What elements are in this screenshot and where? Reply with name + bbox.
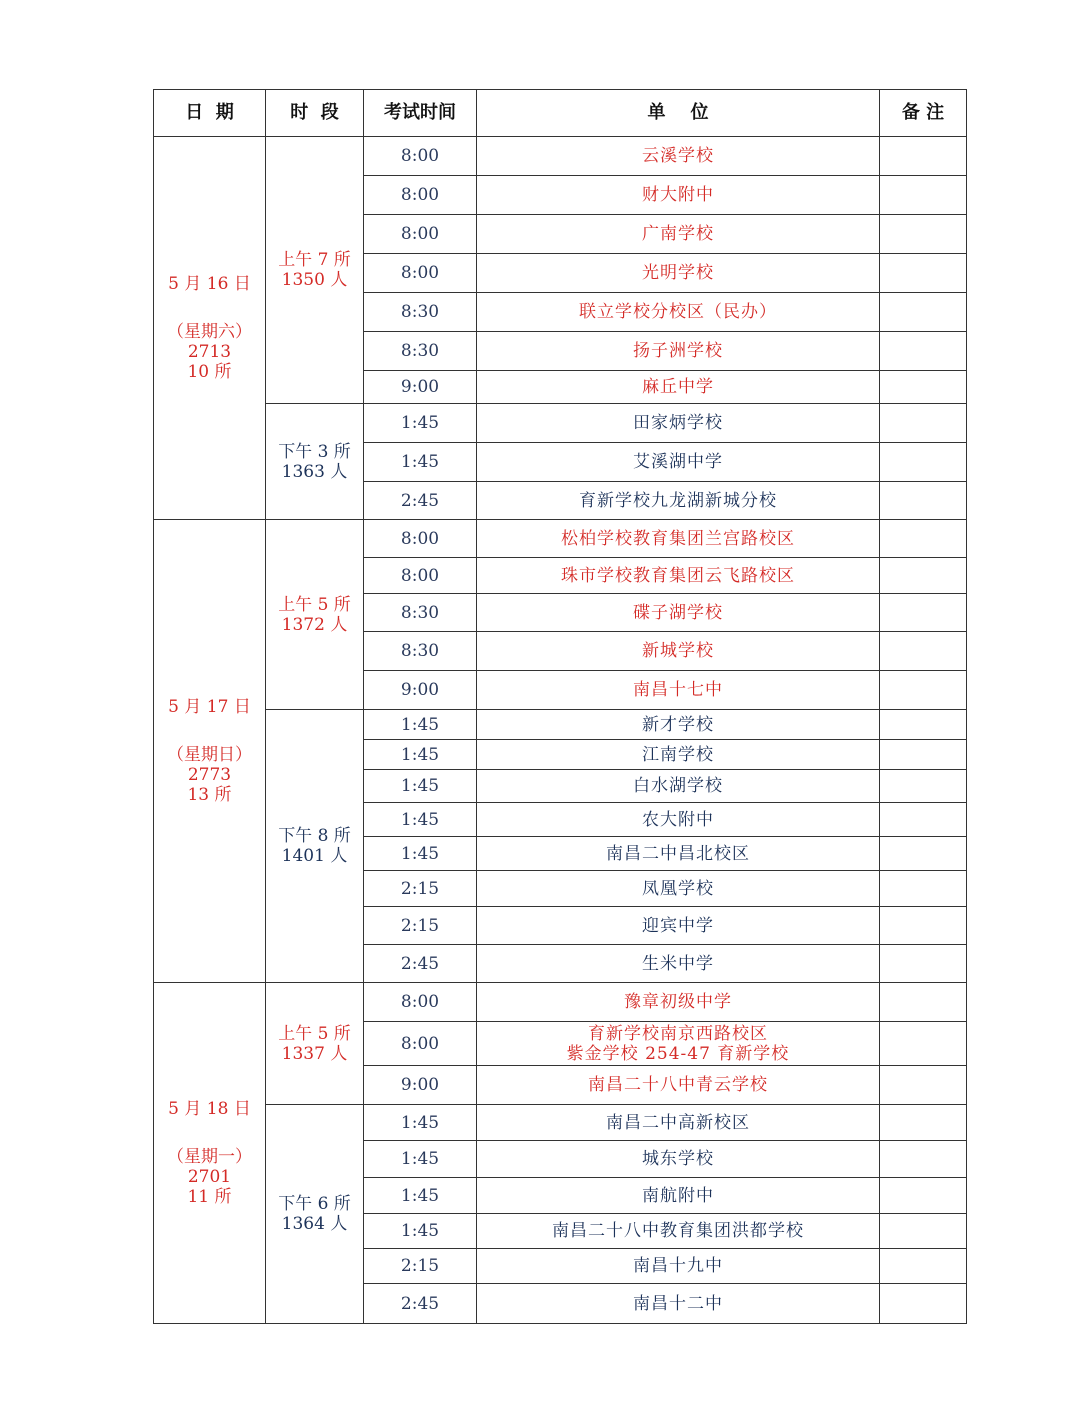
school-name: 新才学校 [477,710,880,740]
exam-time: 2:45 [364,945,477,983]
session-people: 1337 人 [281,1043,348,1064]
day-cell [154,520,266,983]
exam-time: 8:30 [364,293,477,332]
remark-cell [880,740,967,770]
remark-cell [880,1178,967,1214]
exam-time: 2:15 [364,871,477,907]
school-name: 南昌十七中 [477,671,880,710]
remark-cell [880,945,967,983]
school-name: 凤凰学校 [477,871,880,907]
exam-time: 2:15 [364,907,477,945]
session-am [266,137,364,404]
table-row [154,520,967,558]
exam-time: 8:00 [364,176,477,215]
exam-time: 9:00 [364,671,477,710]
header-unit: 单 位 [477,90,880,137]
session-am [266,983,364,1105]
school-name: 南航附中 [477,1178,880,1214]
table-row [154,1105,967,1141]
school-name-line: 紫金学校 254-47 育新学校 [566,1043,790,1064]
remark-cell [880,803,967,837]
session-label: 上午 7 所 [278,250,351,270]
remark-cell [880,770,967,803]
school-name: 南昌十二中 [477,1284,880,1324]
exam-time: 8:00 [364,558,477,594]
table-row [154,404,967,443]
session-people: 1364 人 [281,1214,348,1234]
school-name: 生米中学 [477,945,880,983]
day-count: 11 所 [187,1187,232,1207]
exam-time: 8:30 [364,594,477,632]
exam-time: 8:00 [364,137,477,176]
day-cell [154,983,266,1324]
school-name: 南昌二中昌北校区 [477,837,880,871]
remark-cell [880,254,967,293]
exam-time: 1:45 [364,740,477,770]
remark-cell [880,293,967,332]
school-name: 城东学校 [477,1141,880,1178]
exam-time: 1:45 [364,1141,477,1178]
day-date: 5 月 16 日 [168,274,251,294]
remark-cell [880,1022,967,1066]
exam-time: 9:00 [364,1066,477,1105]
header-date: 日 期 [154,90,266,137]
header-row [154,90,967,137]
exam-time: 8:00 [364,1022,477,1066]
school-name: 光明学校 [477,254,880,293]
session-pm [266,710,364,983]
day-count: 10 所 [187,362,232,382]
day-total: 2701 [187,1167,232,1187]
school-name: 扬子洲学校 [477,332,880,371]
remark-cell [880,1249,967,1284]
school-name: 南昌二十八中青云学校 [477,1066,880,1105]
remark-cell [880,176,967,215]
school-name [477,1022,880,1066]
school-name: 艾溪湖中学 [477,443,880,482]
remark-cell [880,404,967,443]
school-name: 南昌二十八中教育集团洪都学校 [477,1214,880,1249]
session-people: 1372 人 [281,614,348,635]
school-name: 广南学校 [477,215,880,254]
exam-time: 1:45 [364,404,477,443]
session-label: 下午 6 所 [278,1194,351,1214]
table-row [154,710,967,740]
remark-cell [880,1105,967,1141]
exam-time: 1:45 [364,803,477,837]
remark-cell [880,1141,967,1178]
school-name: 豫章初级中学 [477,983,880,1022]
header-session: 时 段 [266,90,364,137]
remark-cell [880,1214,967,1249]
school-name: 田家炳学校 [477,404,880,443]
exam-time: 1:45 [364,443,477,482]
school-name: 迎宾中学 [477,907,880,945]
day-total: 2713 [187,342,232,362]
school-name-line: 育新学校南京西路校区 [588,1023,768,1044]
exam-time: 1:45 [364,837,477,871]
remark-cell [880,482,967,520]
remark-cell [880,215,967,254]
exam-time: 8:00 [364,520,477,558]
remark-cell [880,520,967,558]
exam-time: 8:30 [364,332,477,371]
day-weekday: （星期一） [167,1147,252,1167]
remark-cell [880,983,967,1022]
exam-time: 8:00 [364,983,477,1022]
remark-cell [880,137,967,176]
remark-cell [880,871,967,907]
school-name: 云溪学校 [477,137,880,176]
school-name: 白水湖学校 [477,770,880,803]
exam-time: 9:00 [364,371,477,404]
day-weekday: （星期日） [167,745,252,765]
exam-time: 2:15 [364,1249,477,1284]
school-name: 碟子湖学校 [477,594,880,632]
school-name: 新城学校 [477,632,880,671]
session-pm [266,404,364,520]
table-row [154,137,967,176]
session-people: 1363 人 [281,461,348,482]
school-name: 江南学校 [477,740,880,770]
day-total: 2773 [187,765,232,785]
exam-time: 1:45 [364,1178,477,1214]
remark-cell [880,1284,967,1324]
school-name: 麻丘中学 [477,371,880,404]
exam-time: 8:00 [364,254,477,293]
school-name: 松柏学校教育集团兰宫路校区 [477,520,880,558]
remark-cell [880,907,967,945]
day-date: 5 月 17 日 [168,697,251,717]
remark-cell [880,443,967,482]
exam-time: 1:45 [364,770,477,803]
day-date: 5 月 18 日 [168,1099,251,1119]
exam-time: 8:00 [364,215,477,254]
exam-time: 1:45 [364,1105,477,1141]
remark-cell [880,371,967,404]
remark-cell [880,332,967,371]
session-label: 上午 5 所 [278,1023,351,1044]
session-people: 1350 人 [281,270,348,290]
session-label: 上午 5 所 [278,594,351,615]
school-name: 农大附中 [477,803,880,837]
remark-cell [880,558,967,594]
header-remark: 备 注 [880,90,967,137]
school-name: 育新学校九龙湖新城分校 [477,482,880,520]
day-weekday: （星期六） [167,322,252,342]
session-am [266,520,364,710]
header-exam-time: 考试时间 [364,90,477,137]
school-name: 联立学校分校区（民办） [477,293,880,332]
exam-time: 2:45 [364,1284,477,1324]
table-row [154,983,967,1022]
day-count: 13 所 [187,785,232,805]
remark-cell [880,837,967,871]
exam-time: 1:45 [364,710,477,740]
session-label: 下午 3 所 [278,441,351,462]
school-name: 珠市学校教育集团云飞路校区 [477,558,880,594]
exam-time: 2:45 [364,482,477,520]
remark-cell [880,632,967,671]
remark-cell [880,710,967,740]
remark-cell [880,671,967,710]
day-cell [154,137,266,520]
session-people: 1401 人 [281,846,348,866]
session-label: 下午 8 所 [278,826,351,846]
session-pm [266,1105,364,1324]
school-name: 南昌十九中 [477,1249,880,1284]
school-name: 南昌二中高新校区 [477,1105,880,1141]
remark-cell [880,1066,967,1105]
exam-time: 8:30 [364,632,477,671]
remark-cell [880,594,967,632]
exam-time: 1:45 [364,1214,477,1249]
exam-schedule-table [153,89,967,1324]
school-name: 财大附中 [477,176,880,215]
